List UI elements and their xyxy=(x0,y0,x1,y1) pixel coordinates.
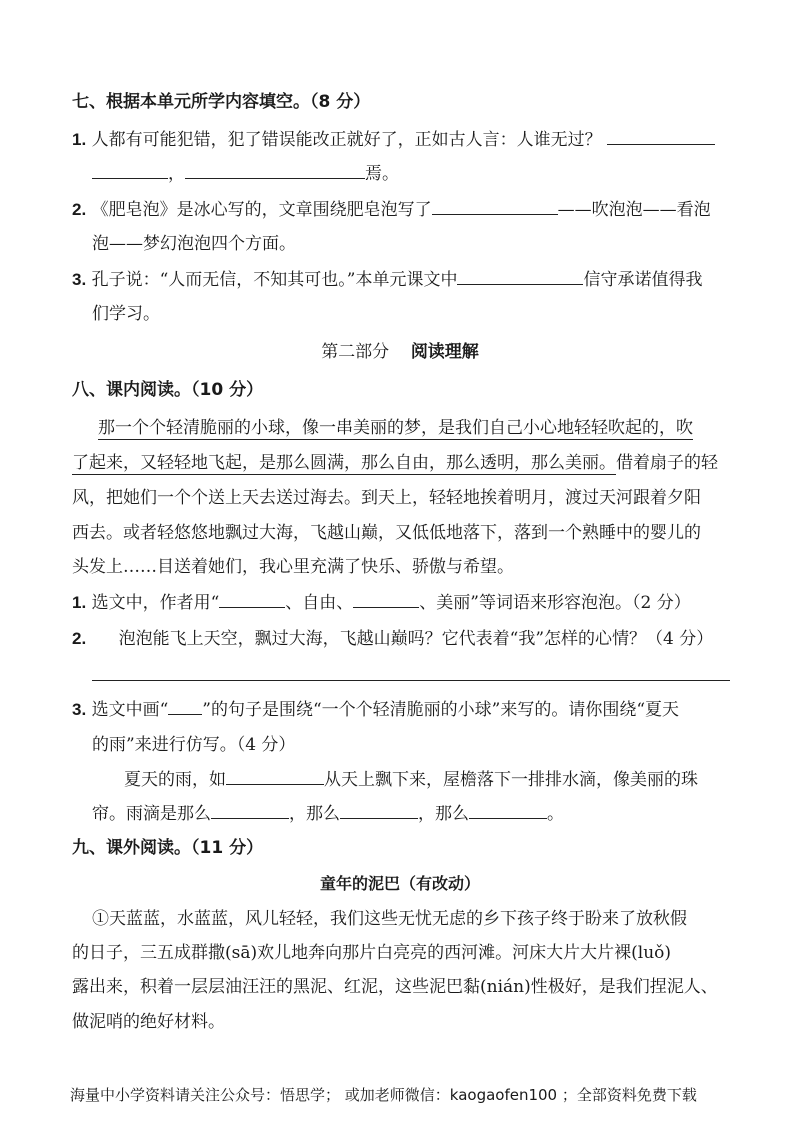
reading-passage-line1: 那一个个轻清脆丽的小球，像一串美丽的梦，是我们自己小心地轻轻吹起的，吹 xyxy=(98,418,693,438)
answer-line[interactable] xyxy=(92,680,730,681)
reading-passage-line4: 西去。或者轻悠悠地飘过大海，飞越山巅，又低低地落下，落到一个熟睡中的婴儿的 xyxy=(72,523,701,543)
answer-blank[interactable] xyxy=(432,198,558,215)
s7-question-1: 1. 人都有可能犯错，犯了错误能改正就好了，正如古人言：人谁无过？ xyxy=(72,128,715,152)
answer-blank[interactable] xyxy=(185,162,365,179)
part2-heading: 第二部分 阅读理解 xyxy=(321,342,479,362)
s8-question-3-line2: 的雨”来进行仿写。（4 分） xyxy=(92,735,296,755)
s8-imitation-line1: 夏天的雨，如 从天上飘下来，屋檐落下一排排水滴，像美丽的珠 xyxy=(124,770,698,790)
answer-blank[interactable] xyxy=(353,591,419,608)
section7-title: 七、根据本单元所学内容填空。（8 分） xyxy=(72,92,371,112)
section8-title: 八、课内阅读。（10 分） xyxy=(72,380,264,400)
s7-question-3-line2: 们学习。 xyxy=(92,304,160,324)
answer-blank[interactable] xyxy=(226,768,324,785)
article-line3: 露出来，积着一层层油汪汪的黑泥、红泥，这些泥巴黏(nián)性极好，是我们捏泥人、 xyxy=(72,977,718,997)
footer-note: 海量中小学资料请关注公众号：悟思学； 或加老师微信：kaogaofen100 ；全部资料免费下载 xyxy=(70,1086,697,1104)
s8-imitation-line2: 帘。雨滴是那么 ，那么 ，那么 。 xyxy=(92,804,564,824)
answer-blank[interactable] xyxy=(211,802,289,819)
s7-question-2-line2: 泡——梦幻泡泡四个方面。 xyxy=(92,234,296,254)
answer-blank[interactable] xyxy=(469,802,547,819)
article-line4: 做泥哨的绝好材料。 xyxy=(72,1012,225,1032)
s8-question-1: 1. 选文中，作者用“ 、自由、 、美丽”等词语来形容泡泡。（2 分） xyxy=(72,593,691,613)
article-line1: ①天蓝蓝，水蓝蓝，风儿轻轻，我们这些无忧无虑的乡下孩子终于盼来了放秋假 xyxy=(92,909,687,929)
answer-blank[interactable] xyxy=(219,591,285,608)
reading-passage-line2: 了起来，又轻轻地飞起，是那么圆满，那么自由，那么透明，那么美丽。借着扇子的轻 xyxy=(72,453,718,473)
answer-blank[interactable] xyxy=(607,128,715,145)
s7-question-3: 3. 孔子说：“人而无信，不知其可也。”本单元课文中 信守承诺值得我 xyxy=(72,270,703,290)
answer-blank[interactable] xyxy=(92,162,168,179)
article-line2: 的日子，三五成群撒(sā)欢儿地奔向那片白亮亮的西河滩。河床大片大片裸(luǒ) xyxy=(72,943,672,963)
s7-question-1-line2: ， 焉。 xyxy=(92,162,399,186)
answer-blank[interactable] xyxy=(340,802,418,819)
reading-passage-line3: 风，把她们一个个送上天去送过海去。到天上，轻轻地挨着明月，渡过天河跟着夕阳 xyxy=(72,488,701,508)
reading-passage-line5: 头发上……目送着她们，我心里充满了快乐、骄傲与希望。 xyxy=(72,557,514,577)
underline-sample xyxy=(168,698,202,715)
article-title: 童年的泥巴（有改动） xyxy=(319,874,480,893)
section9-title: 九、课外阅读。（11 分） xyxy=(72,838,264,858)
s8-question-3: 3. 选文中画“ ”的句子是围绕“一个个轻清脆丽的小球”来写的。请你围绕“夏天 xyxy=(72,700,680,720)
s7-question-2: 2. 《肥皂泡》是冰心写的，文章围绕肥皂泡写了 ——吹泡泡——看泡 xyxy=(72,200,711,220)
s8-question-2: 2. 泡泡能飞上天空，飘过大海，飞越山巅吗？它代表着“我”怎样的心情？（4 分） xyxy=(72,629,714,649)
answer-blank[interactable] xyxy=(457,268,583,285)
